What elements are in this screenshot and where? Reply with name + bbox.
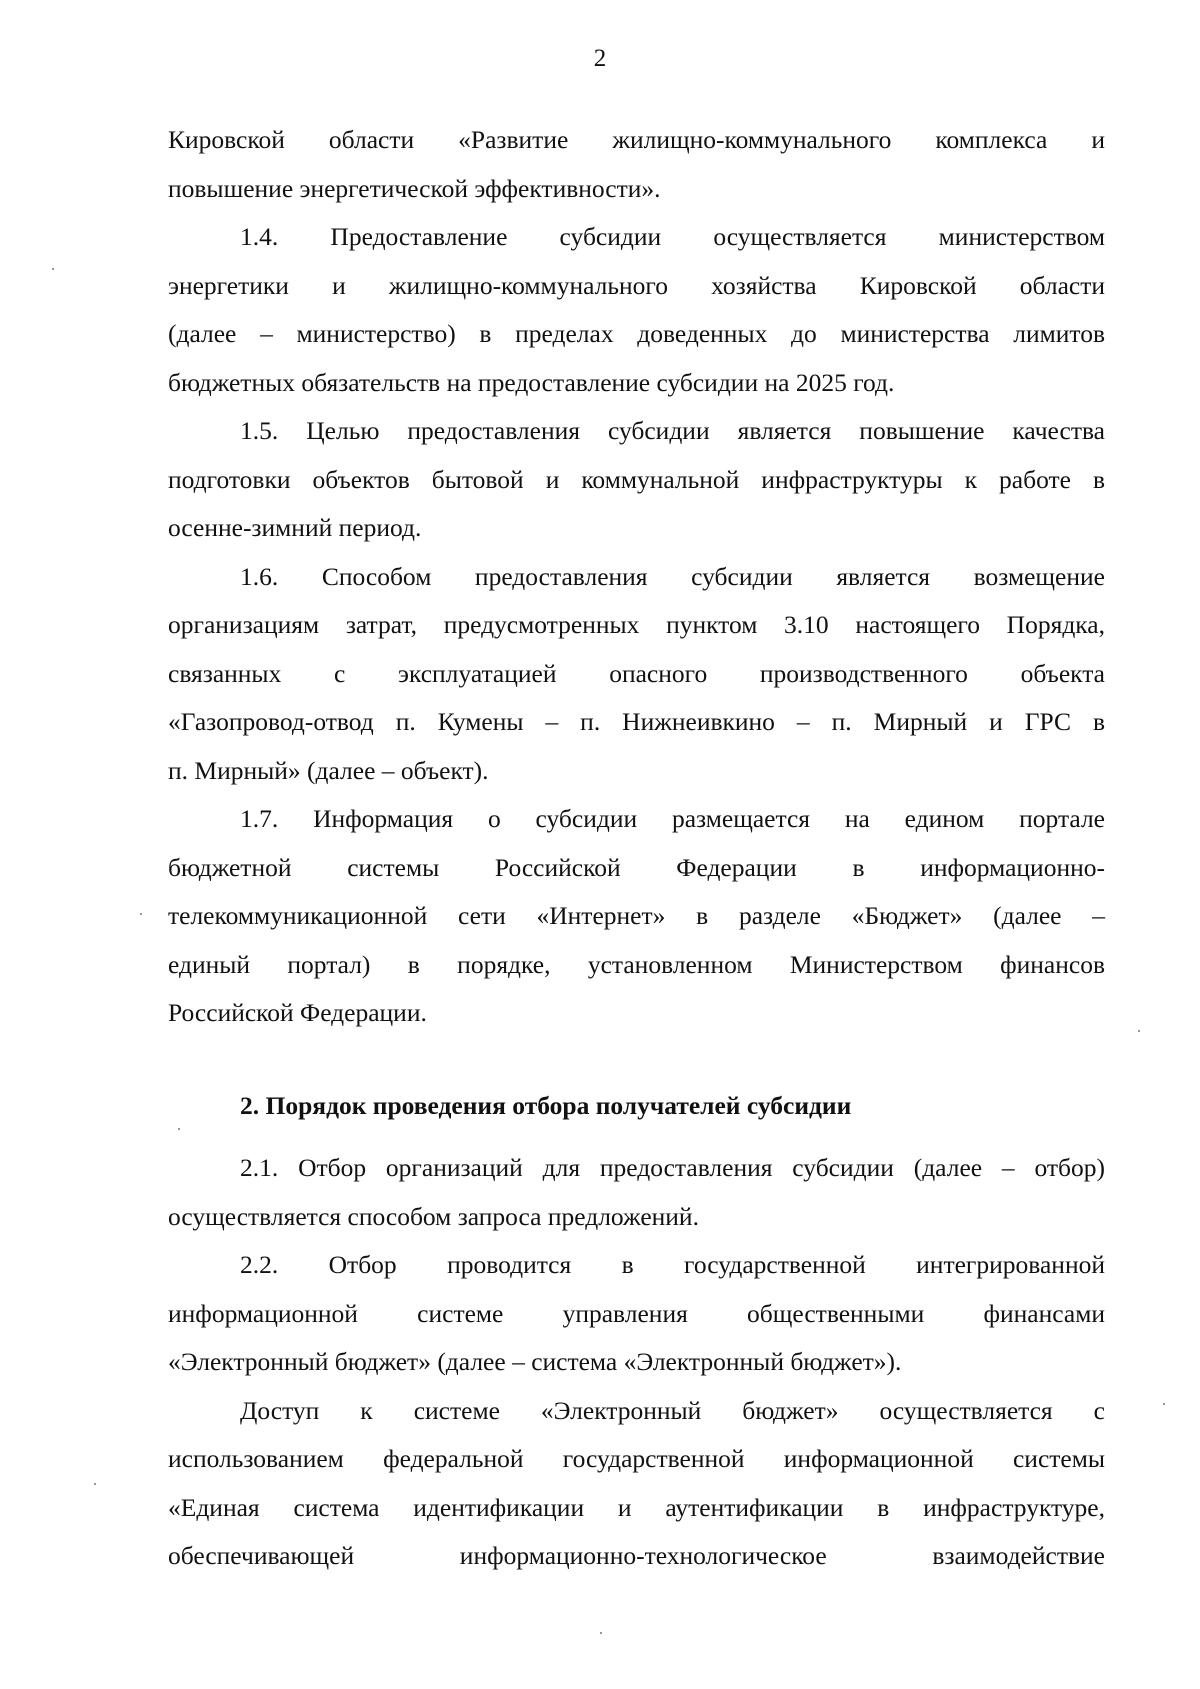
text-line: энергетики и жилищно-коммунального хозяйства Кировской области bbox=[168, 270, 1105, 300]
scan-speck bbox=[140, 913, 142, 915]
paragraph-2-1 bbox=[168, 1144, 1105, 1241]
text-line: 1.4. Предоставление субсидии осуществляется министерством bbox=[240, 222, 1105, 251]
text-line: повышение энергетической эффективности». bbox=[168, 173, 661, 203]
text-line: Доступ к системе «Электронный бюджет» осуществляется с bbox=[240, 1395, 1105, 1425]
scan-speck bbox=[52, 268, 54, 270]
text-line: связанных с эксплуатацией опасного производственного объекта bbox=[168, 658, 1105, 688]
text-line: организациям затрат, предусмотренных пунктом 3.10 настоящего Порядка, bbox=[168, 610, 1105, 639]
paragraph-2-2 bbox=[168, 1241, 1105, 1387]
paragraph-1-6 bbox=[168, 553, 1105, 796]
scan-speck bbox=[600, 1632, 602, 1634]
paragraph-access bbox=[168, 1387, 1105, 1581]
text-line: информационной системе управления общественными финансами bbox=[168, 1298, 1105, 1328]
paragraph-1-4 bbox=[168, 213, 1105, 407]
text-line: 2.2. Отбор проводится в государственной интегрированной bbox=[240, 1250, 1105, 1279]
text-line: «Электронный бюджет» (далее – система «Электронный бюджет»). bbox=[168, 1347, 902, 1376]
section-heading: 2. Порядок проведения отбора получателей субсидии bbox=[240, 1090, 852, 1120]
document-body bbox=[168, 116, 1105, 1581]
scan-speck bbox=[94, 1483, 96, 1485]
text-line: «Единая система идентификации и аутентификации в инфраструктуре, bbox=[168, 1492, 1105, 1522]
text-line: осуществляется способом запроса предложений. bbox=[168, 1201, 699, 1231]
scan-speck bbox=[1163, 1403, 1165, 1405]
text-line: бюджетных обязательств на предоставление субсидии на 2025 год. bbox=[168, 367, 895, 397]
paragraph-1-5 bbox=[168, 407, 1105, 553]
text-line: 1.6. Способом предоставления субсидии является возмещение bbox=[240, 561, 1105, 591]
text-line: бюджетной системы Российской Федерации в информационно- bbox=[168, 852, 1105, 882]
text-line: телекоммуникационной сети «Интернет» в разделе «Бюджет» (далее – bbox=[168, 901, 1105, 930]
page-number: 2 bbox=[593, 45, 607, 72]
text-line: «Газопровод-отвод п. Кумены – п. Нижнеивкино – п. Мирный и ГРС в bbox=[168, 707, 1105, 736]
paragraph-1-7 bbox=[168, 795, 1105, 1038]
text-line: Кировской области «Развитие жилищно-коммунального комплекса и bbox=[168, 125, 1105, 154]
paragraph-continuation bbox=[168, 116, 1105, 213]
text-line: подготовки объектов бытовой и коммунальной инфраструктуры к работе в bbox=[168, 464, 1105, 494]
text-line: 1.7. Информация о субсидии размещается на едином портале bbox=[240, 804, 1105, 833]
text-line: осенне-зимний период. bbox=[168, 513, 422, 542]
text-line: п. Мирный» (далее – объект). bbox=[168, 755, 489, 785]
text-line: единый портал) в порядке, установленном Министерством финансов bbox=[168, 949, 1105, 979]
text-line: использованием федеральной государственной информационной системы bbox=[168, 1444, 1105, 1473]
text-line: (далее – министерство) в пределах доведенных до министерства лимитов bbox=[168, 319, 1105, 348]
scan-speck bbox=[178, 1128, 180, 1130]
text-line: 2.1. Отбор организаций для предоставления субсидии (далее – отбор) bbox=[240, 1153, 1105, 1182]
text-line: обеспечивающей информационно-технологическое взаимодействие bbox=[168, 1541, 1105, 1570]
scan-speck bbox=[1138, 1030, 1140, 1032]
text-line: 1.5. Целью предоставления субсидии является повышение качества bbox=[240, 416, 1105, 445]
text-line: Российской Федерации. bbox=[168, 998, 427, 1027]
